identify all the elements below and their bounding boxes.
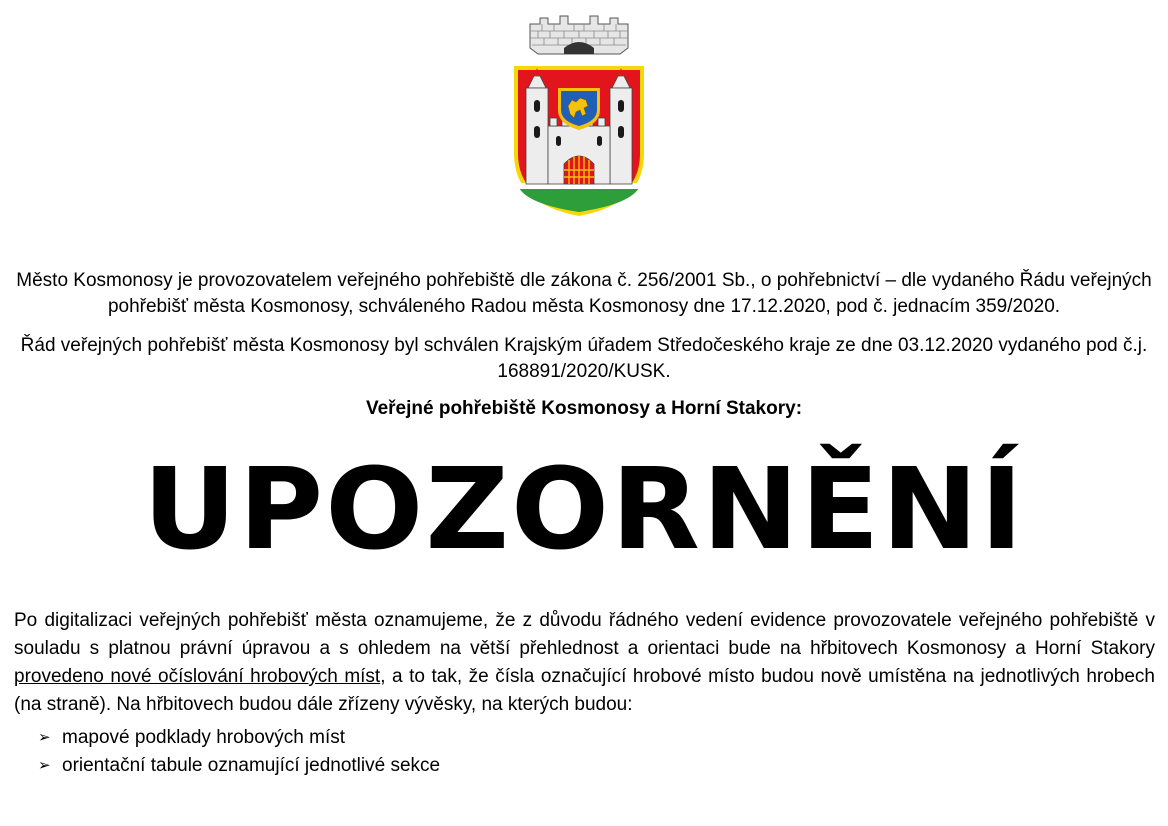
arrow-bullet-icon: ➢ [38, 757, 51, 774]
list-item [38, 752, 440, 780]
notice-body-underlined: provedeno nové očíslování hrobových míst [14, 666, 381, 687]
notice-headline: UPOZORNĚNÍ [142, 445, 1026, 575]
notice-body [14, 607, 1155, 719]
intro-paragraph-2: Řád veřejných pohřebišť města Kosmonosy byl schválen Krajským úřadem Středočeského kraje ze dne 03.12.2020 vydaného pod č.j. 168891/2020/KUSK. [20, 335, 1148, 382]
mural-crown [530, 16, 628, 54]
list-item-text: mapové podklady hrobových míst [62, 727, 346, 748]
list-item-text: orientační tabule oznamující jednotlivé sekce [62, 755, 441, 776]
list-item [38, 724, 440, 752]
shield-base [518, 186, 640, 212]
notice-body-part-1: Po digitalizaci veřejných pohřebišť města oznamujeme, že z důvodu řádného vedení evidence provozovatele veřejného pohřebiště v souladu s platnou právní úpravou a s ohledem na větší přehlednost a orientaci bude na hřbitovech Kosmonosy a Horní Stakory [14, 610, 1155, 659]
notice-body-part-2: , a to tak, že čísla označující hrobové místo budou nově umístěna na jednotlivých hrobech (na straně). Na hřbitovech budou dále zřízeny vývěsky, na kterých budou: [14, 666, 1155, 715]
intro-paragraph-1: Město Kosmonosy je provozovatelem veřejného pohřebiště dle zákona č. 256/2001 Sb., o pohřebnictví – dle vydaného Řádu veřejných pohřebišť města Kosmonosy, schváleného Radou města Kosmonosy dne 17.12.2020, pod č. jednacím 359/2020. [16, 270, 1152, 317]
cemetery-subheading: Veřejné pohřebiště Kosmonosy a Horní Stakory: [365, 398, 803, 419]
notice-bullet-list [38, 724, 440, 780]
arrow-bullet-icon: ➢ [38, 729, 51, 746]
town-coat-of-arms-icon [508, 14, 650, 220]
